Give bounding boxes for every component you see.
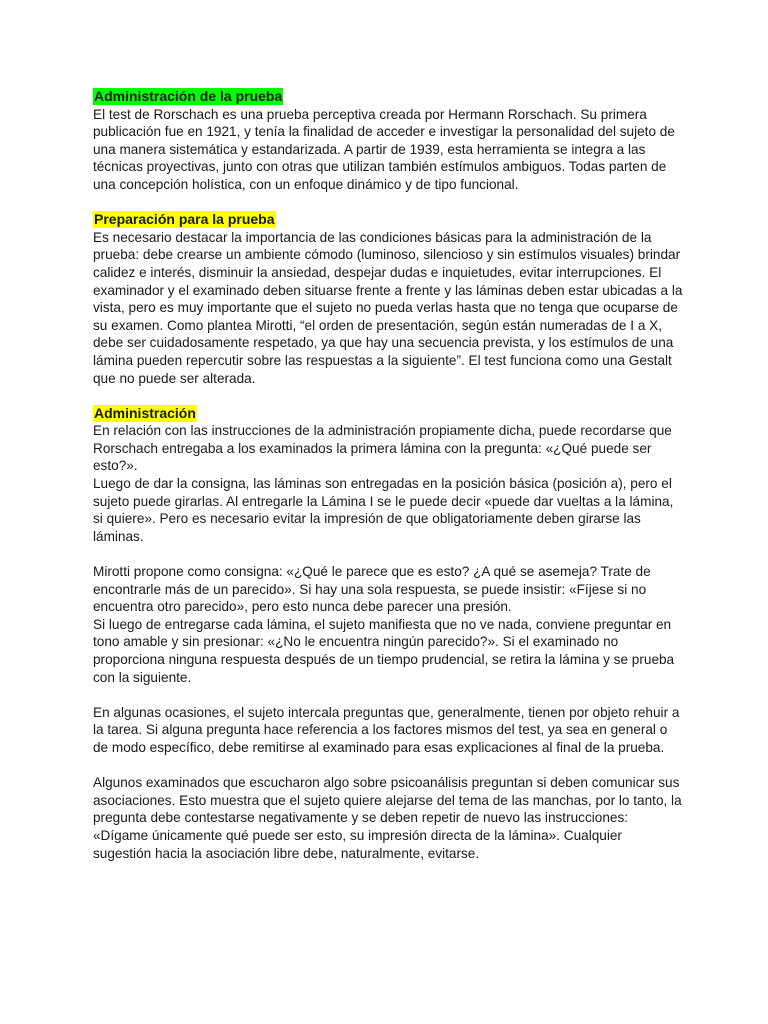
section-spacer — [93, 387, 683, 405]
section-heading: Administración — [94, 404, 196, 421]
section-spacer — [93, 194, 683, 212]
paragraph: Algunos examinados que escucharon algo sobre psicoanálisis preguntan si deben comunicar sus asociaciones. Esto muestra que el sujeto quiere alejarse del tema de las manchas, por lo tanto, la pregunta debe contestarse negativamente y se deben repetir de nuevo las instrucciones: «Dígame únicamente qué puede ser esto, su impresión directa de la lámina». Cualquier sugestión hacia la asociación libre debe, naturalmente, evitarse. — [93, 775, 682, 861]
section-preparacion-prueba — [93, 211, 683, 387]
section-administracion-prueba — [93, 88, 683, 194]
section-heading: Preparación para la prueba — [94, 211, 275, 228]
paragraph: En relación con las instrucciones de la administración propiamente dicha, puede recordarse que Rorschach entregaba a los examinados la primera lámina con la pregunta: «¿Qué puede ser esto?». — [93, 423, 672, 474]
paragraph: Mirotti propone como consigna: «¿Qué le parece que es esto? ¿A qué se asemeja? Trate de encontrarle más de un parecido». Si hay una sola respuesta, se puede insistir: «Fíjese si no encuentra otro parecido», pero esto nunca debe parecer una presión. — [93, 564, 651, 615]
paragraph: Si luego de entregarse cada lámina, el sujeto manifiesta que no ve nada, conviene preguntar en tono amable y sin presionar: «¿No le encuentra ningún parecido?». Si el examinado no proporciona ninguna respuesta después de un tiempo prudencial, se retira la lámina y se prueba con la siguiente. — [93, 616, 675, 685]
paragraph: Luego de dar la consigna, las láminas son entregadas en la posición básica (posición a), pero el sujeto puede girarlas. Al entregarle la Lámina I se le puede decir «puede dar vueltas a la lámina, si quiere». Pero es necesario evitar la impresión de que obligatoriamente deben girarse las láminas. — [93, 476, 674, 544]
paragraph: En algunas ocasiones, el sujeto intercala preguntas que, generalmente, tienen por objeto rehuir a la tarea. Si alguna pregunta hace referencia a los factores mismos del test, ya sea en general o de modo específico, debe remitirse al examinado para esas explicaciones al final de la prueba. — [93, 704, 680, 755]
document-page — [93, 88, 683, 862]
paragraph: El test de Rorschach es una prueba perceptiva creada por Hermann Rorschach. Su primera publicación fue en 1921, y tenía la finalidad de acceder e investigar la personalidad del sujeto de una manera sistemática y estandarizada. A partir de 1939, esta herramienta se integra a las técnicas proyectivas, junto con otras que utilizan también estímulos ambiguos. Todas parten de una concepción holística, con un enfoque dinámico y de tipo funcional. — [93, 106, 675, 192]
section-administracion — [93, 405, 683, 862]
section-heading: Administración de la prueba — [94, 88, 283, 104]
paragraph: Es necesario destacar la importancia de las condiciones básicas para la administración de la prueba: debe crearse un ambiente cómodo (luminoso, silencioso y sin estímulos visuales) brindar calidez e interés, disminuir la ansiedad, despejar dudas e inquietudes, evitar interrupciones. El examinador y el examinado deben situarse frente a frente y las láminas deben estar ubicadas a la vista, pero es muy importante que el sujeto no pueda verlas hasta que no tenga que ocuparse de su examen. Como plantea Mirotti, “el orden de presentación, según están numeradas de I a X, debe ser cuidadosamente respetado, ya que hay una secuencia prevista, y los estímulos de una lámina pueden repercutir sobre las respuestas a la siguiente”. El test funciona como una Gestalt que no puede ser alterada. — [93, 229, 683, 386]
